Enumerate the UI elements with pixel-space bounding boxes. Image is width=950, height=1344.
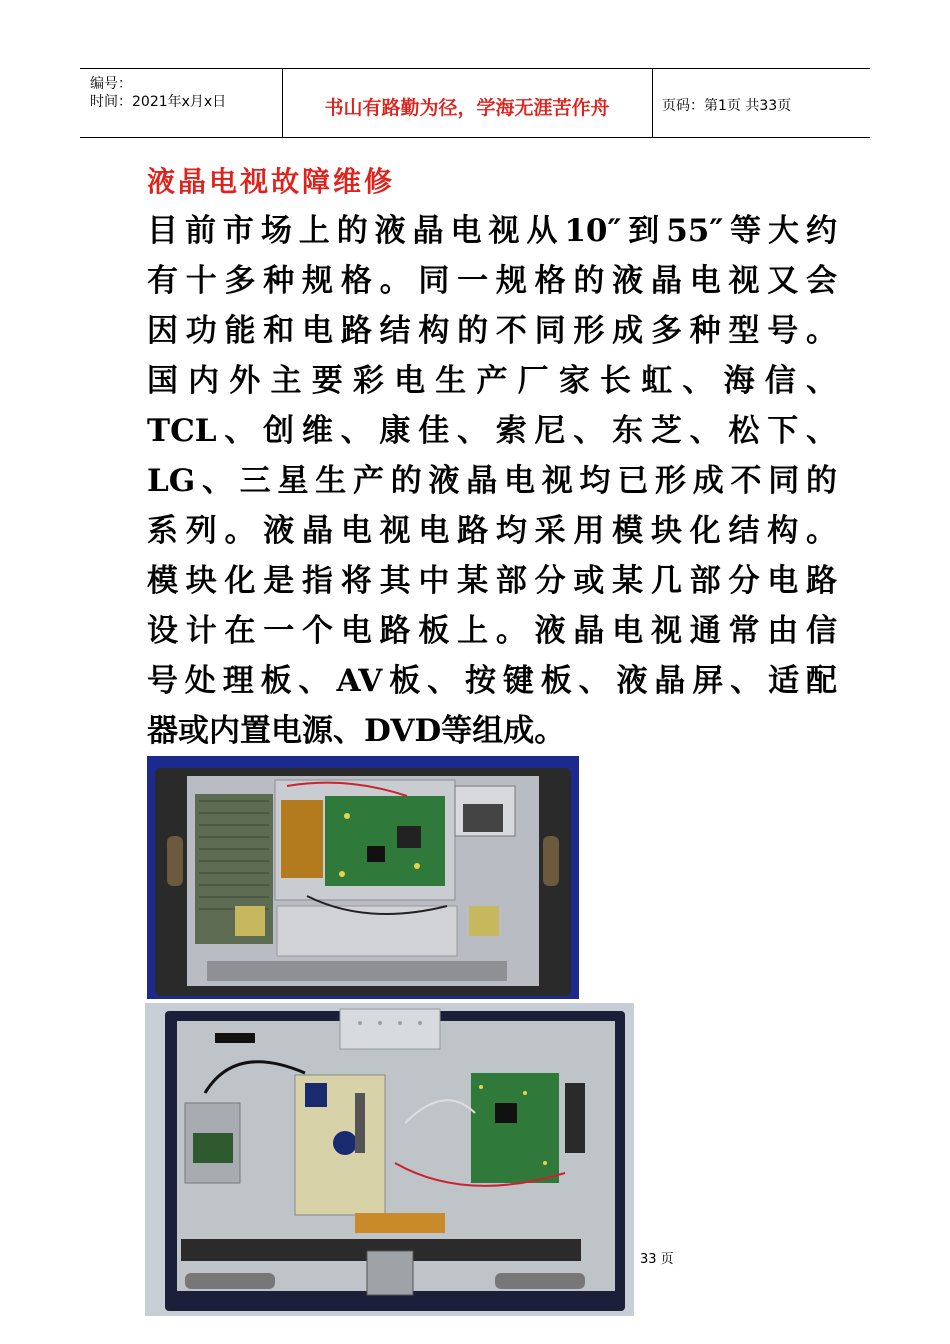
number-label: 编号：	[90, 76, 132, 92]
body-line-2: 有十多种规格。同一规格的液晶电视又会	[147, 263, 837, 299]
page-code: 页码：第1页 共33页	[662, 98, 792, 114]
body-line-1: 目前市场上的液晶电视从10″到55″等大约	[147, 213, 837, 249]
document-title: 液晶电视故障维修	[147, 165, 396, 198]
date-label: 时间：2021年x月x日	[90, 94, 227, 110]
body-line-10: 号处理板、AV板、按键板、液晶屏、适配	[147, 663, 837, 699]
footer-page-number: 33 页	[640, 1252, 674, 1267]
header-middle-cell	[282, 69, 653, 137]
header-motto: 书山有路勤为径，学海无涯苦作舟	[324, 97, 610, 119]
body-line-9: 设计在一个电路板上。液晶电视通常由信	[147, 613, 837, 649]
page-header	[80, 68, 870, 138]
body-paragraph	[147, 206, 837, 756]
body-line-5: TCL、创维、康佳、索尼、东芝、松下、	[147, 413, 837, 449]
body-line-6: LG、三星生产的液晶电视均已形成不同的	[147, 463, 837, 499]
lcd-tv-board-photo-1	[147, 756, 579, 999]
body-line-4: 国内外主要彩电生产厂家长虹、海信、	[147, 363, 837, 399]
lcd-tv-board-illustration-1	[147, 756, 579, 999]
lcd-tv-board-illustration-2	[145, 1003, 634, 1316]
body-line-11: 器或内置电源、DVD等组成。	[147, 713, 566, 749]
lcd-tv-board-photo-2	[145, 1003, 634, 1316]
body-line-8: 模块化是指将其中某部分或某几部分电路	[147, 563, 837, 599]
body-line-3: 因功能和电路结构的不同形成多种型号。	[147, 313, 837, 349]
body-line-7: 系列。液晶电视电路均采用模块化结构。	[147, 513, 837, 549]
header-right-cell	[652, 69, 870, 137]
header-left-cell	[80, 69, 283, 137]
